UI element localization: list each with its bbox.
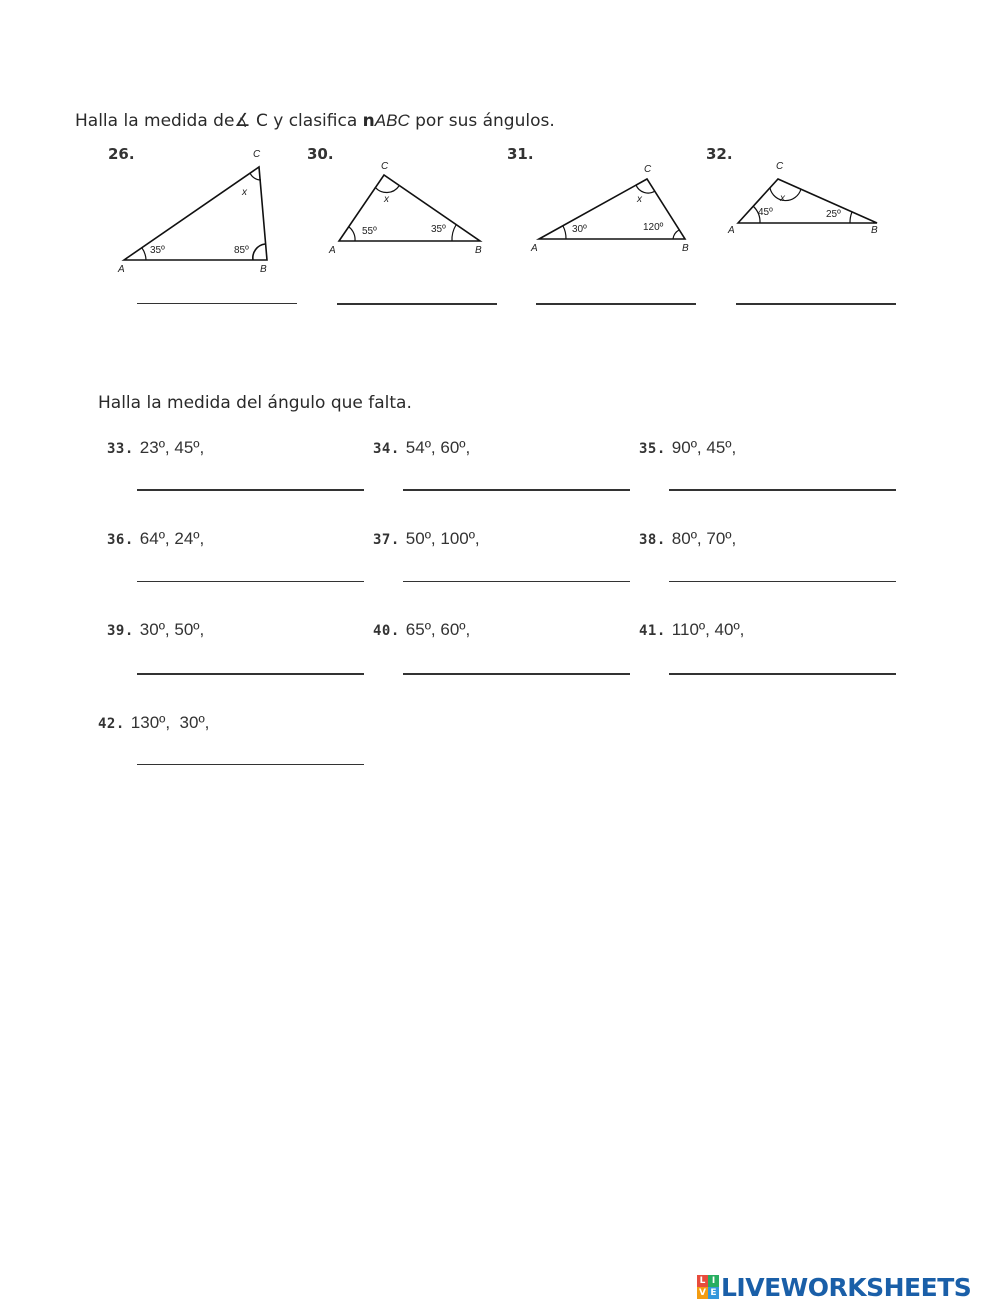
item-values: 130º, 30º, — [130, 713, 210, 732]
unknown-x-label: x — [780, 193, 785, 204]
angle-b-value: 25º — [826, 209, 841, 220]
answer-line-34[interactable] — [403, 489, 630, 491]
answer-line-30[interactable] — [337, 303, 497, 305]
angle-arc-b — [673, 230, 679, 239]
item-number: 37. — [373, 532, 400, 548]
item-values: 80º, 70º, — [671, 529, 737, 548]
problem-number-31: 31. — [507, 145, 534, 163]
item-values: 65º, 60º, — [405, 620, 471, 639]
triangle-31 — [525, 158, 700, 258]
item-values: 90º, 45º, — [671, 438, 737, 457]
angle-arc-b — [452, 225, 456, 241]
angle-arc-b — [253, 244, 265, 260]
logo-tile-l: L — [697, 1275, 708, 1287]
angle-c-value: 120º — [643, 222, 664, 233]
vertex-b-label: B — [682, 243, 689, 254]
missing-angle-item-42 — [98, 713, 209, 733]
answer-line-31[interactable] — [536, 303, 696, 305]
problem-number-26: 26. — [108, 145, 135, 163]
section2-instruction: Halla la medida del ángulo que falta. — [98, 393, 412, 413]
item-number: 41. — [639, 623, 666, 639]
answer-line-42[interactable] — [137, 764, 364, 765]
vertex-a-label: A — [118, 264, 125, 275]
answer-line-33[interactable] — [137, 489, 364, 491]
vertex-c-label: C — [776, 161, 784, 172]
missing-angle-item-36 — [107, 529, 204, 549]
item-values: 64º, 24º, — [139, 529, 205, 548]
angle-a-value: 45º — [758, 207, 773, 218]
missing-angle-item-34 — [373, 438, 470, 458]
item-number: 38. — [639, 532, 666, 548]
vertex-b-label: B — [475, 245, 482, 256]
logo-tile-e: E — [708, 1287, 719, 1299]
item-number: 42. — [98, 716, 125, 732]
liveworksheets-icon — [697, 1275, 719, 1299]
item-values: 50º, 100º, — [405, 529, 480, 548]
instruction-prefix: Halla la medida de — [75, 111, 235, 131]
missing-angle-item-37 — [373, 529, 480, 549]
angle-arc-b — [850, 212, 852, 223]
item-values: 54º, 60º, — [405, 438, 471, 457]
answer-line-38[interactable] — [669, 581, 896, 582]
angle-symbol: ∡ — [234, 110, 251, 131]
item-values: 30º, 50º, — [139, 620, 205, 639]
answer-line-39[interactable] — [137, 673, 364, 675]
angle-a-value: 35º — [150, 245, 165, 256]
section1-instruction — [75, 110, 555, 131]
logo-text: LIVEWORKSHEETS — [721, 1272, 972, 1302]
angle-a-value: 55º — [362, 226, 377, 237]
liveworksheets-logo[interactable] — [697, 1273, 971, 1301]
item-number: 34. — [373, 441, 400, 457]
missing-angle-item-38 — [639, 529, 736, 549]
triangle-26 — [110, 140, 290, 280]
vertex-b-label: B — [871, 225, 878, 236]
angle-arc-c — [770, 188, 801, 201]
answer-line-36[interactable] — [137, 581, 364, 582]
vertex-a-label: A — [329, 245, 336, 256]
angle-arc-a — [349, 227, 355, 241]
angle-arc-a — [142, 248, 146, 260]
instruction-middle: C y clasifica — [255, 111, 358, 131]
item-number: 33. — [107, 441, 134, 457]
item-number: 35. — [639, 441, 666, 457]
unknown-x-label: x — [637, 194, 642, 205]
missing-angle-item-35 — [639, 438, 736, 458]
triangle-30-shape — [339, 175, 480, 241]
angle-b-value: 85º — [234, 245, 249, 256]
angle-a-value: 30º — [572, 224, 587, 235]
missing-angle-item-40 — [373, 620, 470, 640]
angle-arc-c — [375, 186, 399, 193]
vertex-a-label: A — [728, 225, 735, 236]
answer-line-37[interactable] — [403, 581, 630, 582]
unknown-x-label: x — [384, 194, 389, 205]
logo-tile-v: V — [697, 1287, 708, 1299]
problem-number-30: 30. — [307, 145, 334, 163]
triangle-symbol: n — [362, 111, 375, 131]
vertex-c-label: C — [253, 149, 261, 160]
triangle-32 — [722, 153, 892, 238]
unknown-x-label: x — [242, 187, 247, 198]
answer-line-26[interactable] — [137, 303, 297, 304]
answer-line-40[interactable] — [403, 673, 630, 675]
instruction-suffix: por sus ángulos. — [415, 111, 555, 131]
angle-arc-a — [563, 226, 566, 239]
angle-b-value: 35º — [431, 224, 446, 235]
vertex-b-label: B — [260, 264, 267, 275]
item-number: 40. — [373, 623, 400, 639]
vertex-a-label: A — [531, 243, 538, 254]
item-values: 23º, 45º, — [139, 438, 205, 457]
answer-line-35[interactable] — [669, 489, 896, 491]
problem-number-32: 32. — [706, 145, 733, 163]
logo-tile-i: I — [708, 1275, 719, 1287]
answer-line-32[interactable] — [736, 303, 896, 305]
missing-angle-item-33 — [107, 438, 204, 458]
vertex-c-label: C — [644, 164, 652, 175]
missing-angle-item-39 — [107, 620, 204, 640]
item-values: 110º, 40º, — [671, 620, 745, 639]
vertex-c-label: C — [381, 161, 389, 172]
answer-line-41[interactable] — [669, 673, 896, 675]
triangle-30 — [325, 155, 495, 260]
item-number: 39. — [107, 623, 134, 639]
item-number: 36. — [107, 532, 134, 548]
triangle-name: ABC — [374, 111, 410, 130]
missing-angle-item-41 — [639, 620, 744, 640]
